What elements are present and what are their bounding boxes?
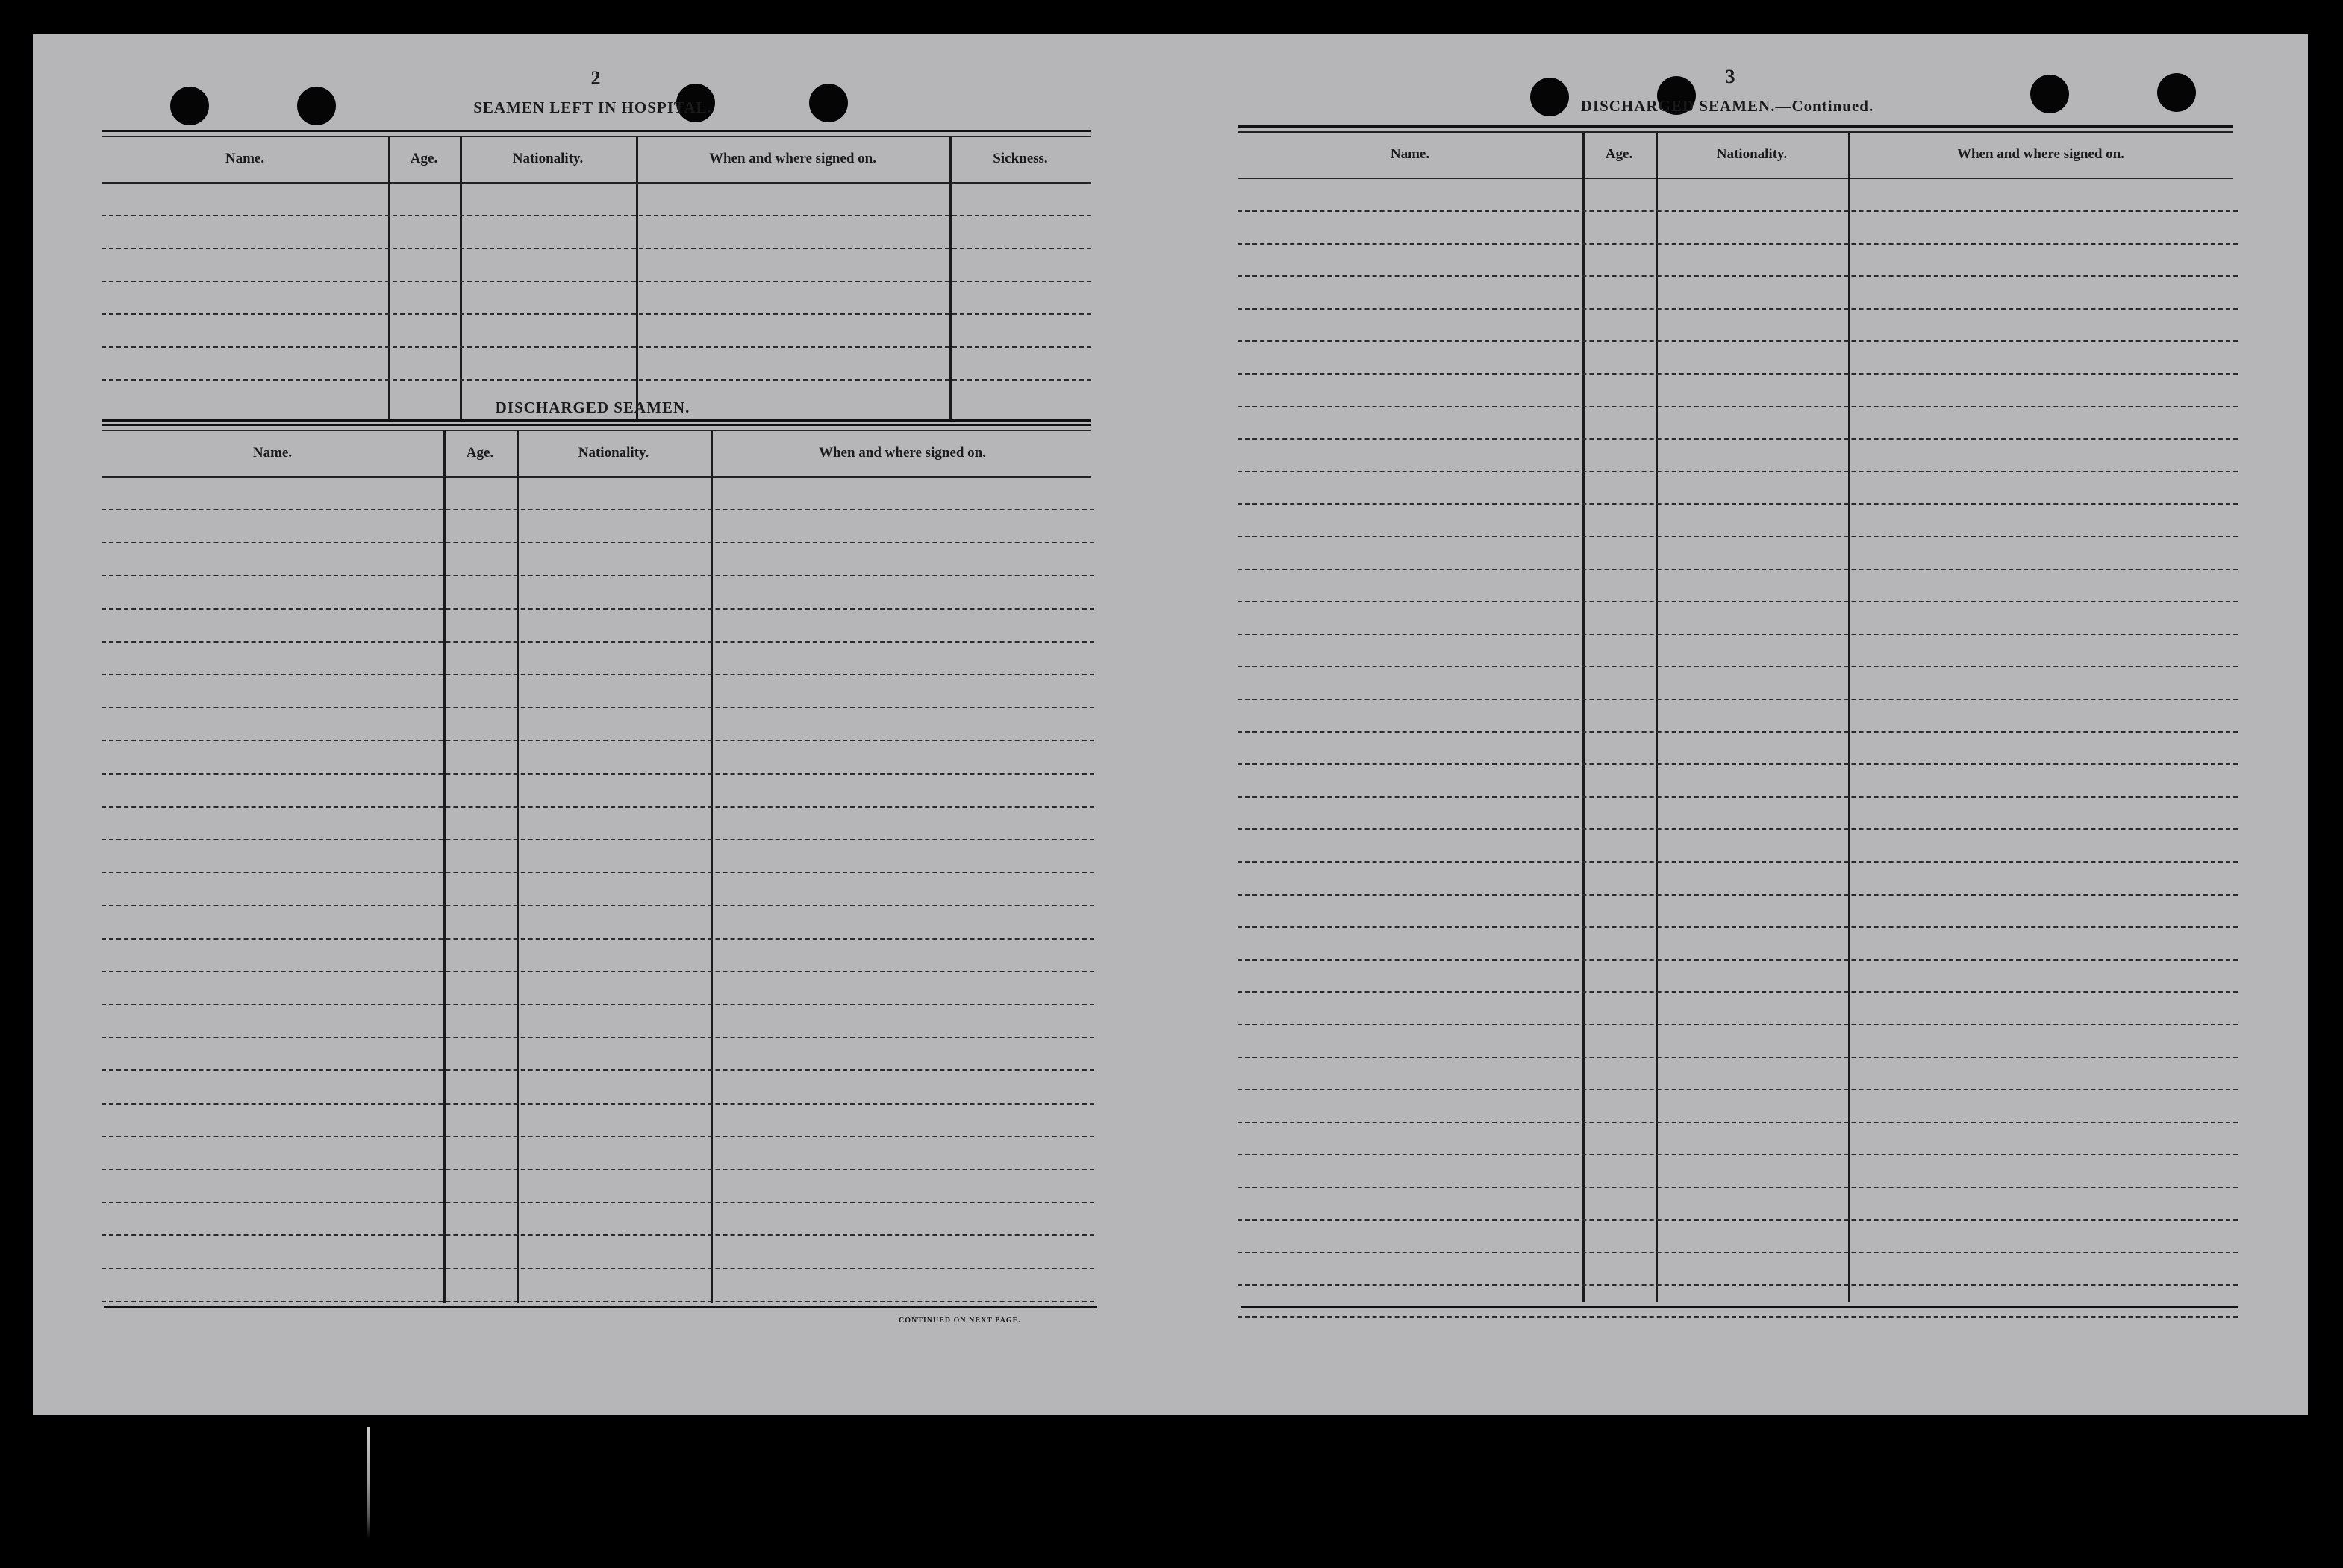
table-row — [1238, 1154, 2238, 1155]
column-divider — [711, 431, 713, 1303]
column-header: Age. — [1605, 146, 1633, 162]
table-row — [1238, 1122, 2238, 1123]
table-row — [1238, 438, 2238, 440]
table-row — [1238, 763, 2238, 765]
table-row — [1238, 536, 2238, 537]
header-underline — [102, 182, 1091, 184]
column-header: When and where signed on. — [708, 151, 876, 166]
table-row — [102, 641, 1094, 643]
table-row — [102, 1103, 1094, 1105]
column-header: Nationality. — [578, 445, 649, 460]
column-header: Name. — [252, 445, 293, 460]
discharged-top-rule — [102, 424, 1091, 426]
table-row — [102, 215, 1091, 216]
table-row — [1238, 796, 2238, 798]
table-row — [1238, 1316, 2238, 1318]
table-row — [1238, 1284, 2238, 1286]
table-row — [102, 773, 1094, 775]
table-row — [102, 542, 1094, 543]
punch-hole — [170, 87, 209, 125]
punch-hole — [809, 84, 848, 122]
table-row — [1238, 308, 2238, 310]
table-row — [102, 806, 1094, 808]
column-divider — [949, 137, 952, 421]
table-row — [1238, 406, 2238, 407]
table-row — [1238, 1024, 2238, 1025]
column-header: Sickness. — [993, 151, 1048, 166]
column-header: When and where signed on. — [818, 445, 986, 460]
table-row — [102, 1169, 1094, 1170]
top-rule-right — [1238, 125, 2233, 128]
page-number-left: 2 — [590, 67, 601, 89]
table-row — [102, 905, 1094, 906]
table-row — [1238, 340, 2238, 342]
document-sheet — [33, 34, 2308, 1415]
table-row — [102, 1234, 1094, 1236]
table-row — [102, 1037, 1094, 1038]
column-divider — [517, 431, 519, 1303]
table-row — [102, 674, 1094, 675]
table-bottom-rule — [1241, 1306, 2238, 1308]
table-row — [102, 313, 1091, 315]
table-row — [1238, 373, 2238, 375]
table-row — [1238, 959, 2238, 961]
table-row — [102, 707, 1094, 708]
column-header: Name. — [1390, 146, 1430, 162]
column-divider — [443, 431, 446, 1303]
table-row — [102, 346, 1091, 348]
punch-hole — [1530, 78, 1569, 116]
table-row — [102, 1202, 1094, 1203]
punch-hole — [2157, 73, 2196, 112]
table-bottom-rule — [102, 419, 1091, 422]
discharged-section-title: DISCHARGED SEAMEN. — [495, 399, 690, 416]
continued-note: CONTINUED ON NEXT PAGE. — [899, 1316, 1021, 1325]
table-row — [1238, 731, 2238, 733]
table-row — [102, 872, 1094, 873]
table-row — [1238, 634, 2238, 635]
top-rule-left — [102, 130, 1091, 132]
column-header: Age. — [466, 445, 494, 460]
table-row — [102, 281, 1091, 282]
hospital-section-title: SEAMEN LEFT IN HOSPITAL. — [473, 99, 712, 116]
paper-edge-mark — [367, 1427, 370, 1539]
column-header: Age. — [410, 151, 438, 166]
table-row — [102, 509, 1094, 510]
table-row — [1238, 569, 2238, 570]
table-row — [1238, 1187, 2238, 1188]
table-row — [102, 248, 1091, 249]
discharged-continued-title: DISCHARGED SEAMEN.—Continued. — [1580, 97, 1874, 115]
table-row — [102, 1004, 1094, 1005]
table-row — [1238, 1219, 2238, 1221]
column-header: Nationality. — [1716, 146, 1788, 162]
header-underline — [102, 476, 1091, 478]
discharged-table — [102, 431, 1094, 1312]
table-row — [102, 1301, 1094, 1302]
table-row — [1238, 210, 2238, 212]
table-row — [102, 839, 1094, 840]
table-row — [1238, 1089, 2238, 1090]
table-bottom-rule — [104, 1306, 1097, 1308]
table-row — [1238, 666, 2238, 667]
column-divider — [460, 137, 462, 421]
table-row — [102, 1136, 1094, 1137]
table-row — [102, 379, 1091, 381]
header-underline — [1238, 178, 2233, 179]
table-row — [102, 1268, 1094, 1269]
table-row — [1238, 1252, 2238, 1253]
table-row — [102, 971, 1094, 972]
table-row — [1238, 926, 2238, 928]
table-row — [1238, 828, 2238, 830]
table-row — [1238, 1057, 2238, 1058]
table-row — [102, 740, 1094, 741]
column-header: Nationality. — [512, 151, 584, 166]
table-row — [1238, 699, 2238, 700]
column-divider — [636, 137, 638, 421]
column-divider — [388, 137, 390, 421]
table-row — [102, 608, 1094, 610]
punch-hole — [297, 87, 336, 125]
table-row — [1238, 243, 2238, 245]
table-row — [102, 938, 1094, 940]
column-header: Name. — [225, 151, 265, 166]
table-row — [1238, 275, 2238, 277]
table-row — [1238, 991, 2238, 993]
table-row — [102, 575, 1094, 576]
discharged-continued-table — [1238, 133, 2238, 1312]
table-row — [1238, 503, 2238, 505]
table-row — [1238, 861, 2238, 863]
hospital-table — [102, 137, 1091, 421]
page-number-right: 3 — [1725, 66, 1735, 87]
table-row — [1238, 601, 2238, 602]
punch-hole — [2030, 75, 2069, 113]
table-row — [1238, 894, 2238, 896]
column-header: When and where signed on. — [1956, 146, 2124, 162]
table-row — [102, 1069, 1094, 1071]
table-row — [1238, 471, 2238, 472]
